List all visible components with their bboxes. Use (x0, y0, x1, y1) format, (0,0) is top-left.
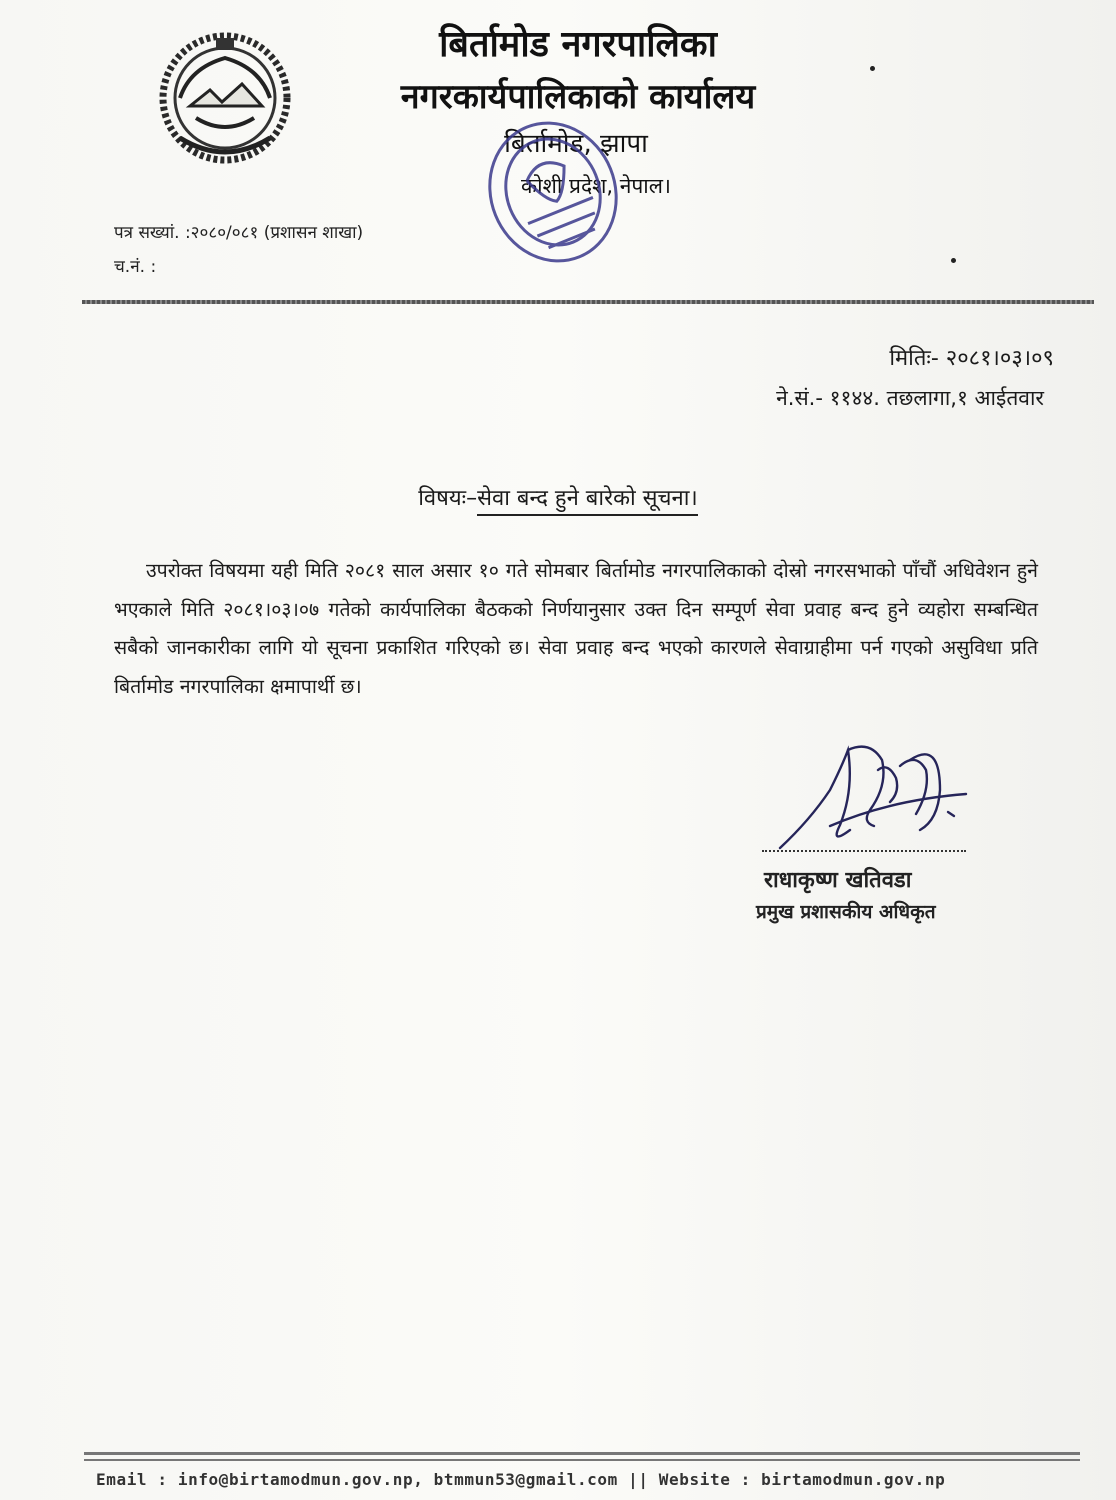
subject-line (0, 482, 1116, 512)
handwritten-signature (770, 730, 970, 860)
office-name: बिर्तामोड नगरपालिका (439, 24, 717, 65)
header-divider (82, 300, 1094, 304)
office-address: बिर्तामोड, झापा (504, 129, 648, 159)
notice-body: उपरोक्त विषयमा यही मिति २०८१ साल असार १० गते सोमबार बिर्तामोड नगरपालिकाको दोस्रो नगरसभाको पाँचौं अधिवेशन हुने भएकाले मिति २०८१।०३।०७ गतेको कार्यपालिका बैठकको निर्णयानुसार उक्त दिन सम्पूर्ण सेवा प्रवाह बन्द हुने व्यहोरा सम्बन्धित सबैको जानकारीका लागि यो सूचना प्रकाशित गरिएको छ। सेवा प्रवाह बन्द भएको कारणले सेवाग्राहीमा पर्न गएको असुविधा प्रति बिर्तामोड नगरपालिका क्षमापार्थी छ। (114, 559, 1038, 698)
footer-divider (84, 1452, 1080, 1455)
office-province: कोशी प्रदेश, नेपाल। (521, 174, 671, 198)
signatory-name: राधाकृष्ण खतिवडा (764, 868, 912, 893)
issue-date: मितिः- २०८१।०३।०९ (889, 346, 1054, 371)
nepal-sambat-date: ने.सं.- ११४४. तछलागा,१ आईतवार (776, 386, 1044, 410)
office-stamp (478, 112, 628, 272)
dispatch-number: च.नं. : (114, 257, 157, 277)
footer-contact: Email : info@birtamodmun.gov.np, btmmun53@gmail.com || Website : birtamodmun.gov.np (96, 1470, 946, 1489)
letter-number: पत्र सख्यां. :२०८०/०८१ (प्रशासन शाखा) (114, 223, 364, 243)
office-subtitle: नगरकार्यपालिकाको कार्यालय (400, 77, 756, 117)
speck (951, 258, 956, 263)
signatory-title: प्रमुख प्रशासकीय अधिकृत (756, 901, 936, 923)
footer-divider (84, 1459, 1080, 1461)
speck (870, 66, 875, 71)
subject-label: विषयः– (418, 486, 478, 511)
subject-text: सेवा बन्द हुने बारेको सूचना। (477, 486, 698, 516)
signature-line (762, 850, 966, 852)
